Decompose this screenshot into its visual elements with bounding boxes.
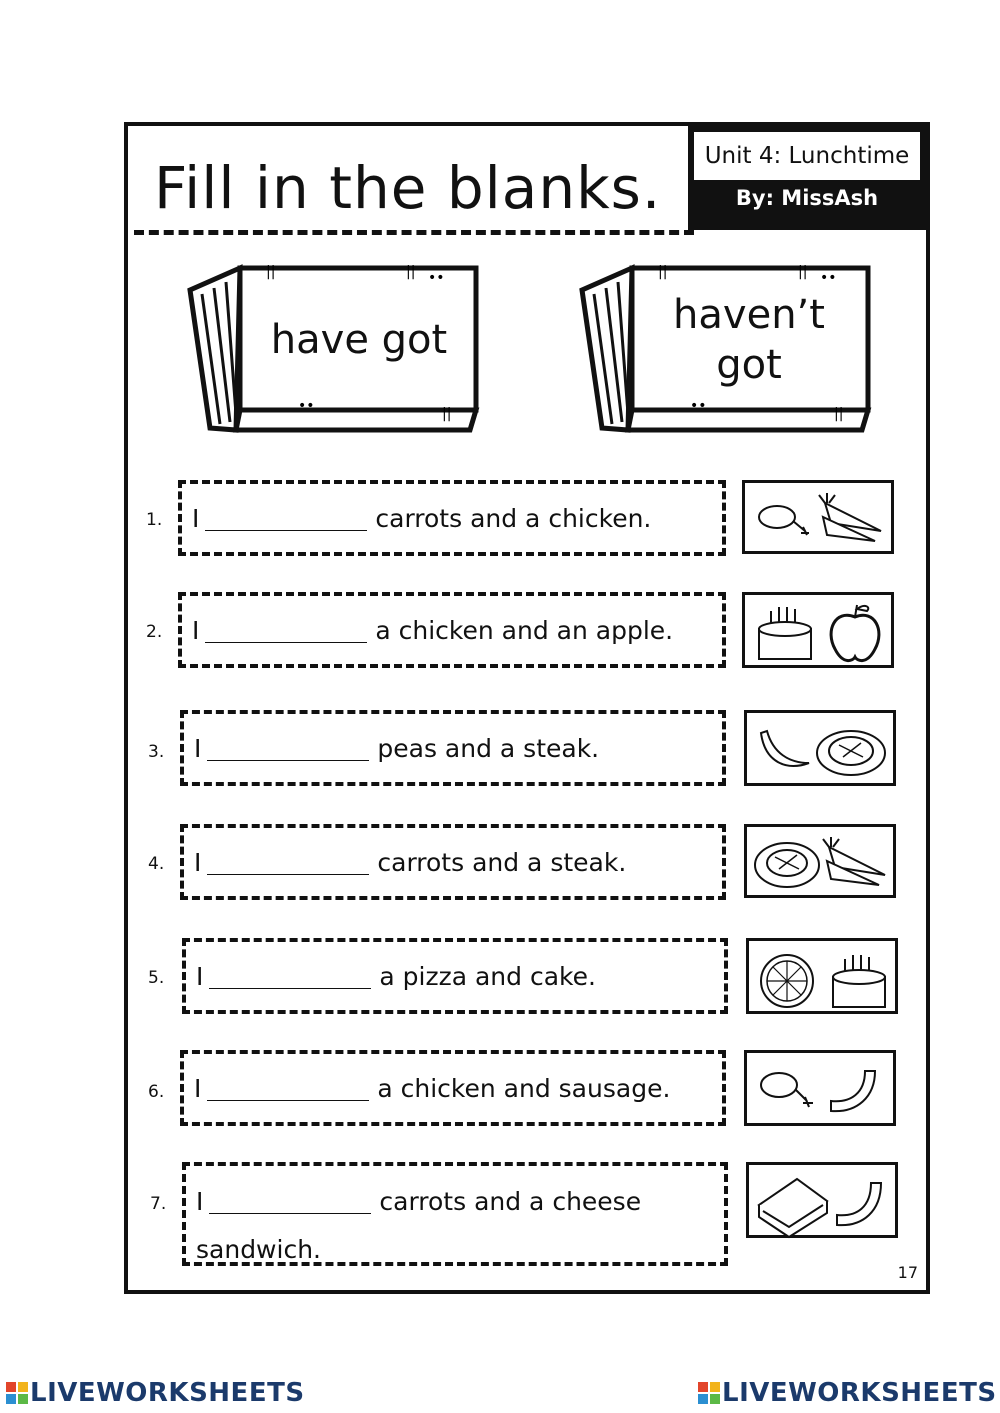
svg-text:||: || [442,406,452,422]
cake-icon [833,955,885,1007]
picture-card [744,1050,896,1126]
title-divider [134,230,694,235]
pizza-icon [761,955,813,1007]
word-card-label: haven’t got [673,292,825,388]
footer-brand-right[interactable] [698,1378,997,1408]
svg-text:||: || [798,264,808,280]
blank-input[interactable] [205,618,367,643]
footer-brand-text: LIVEWORKSHEETS [722,1378,997,1408]
sentence-rest: carrots and a cheese [379,1187,642,1216]
svg-text:||: || [406,264,416,280]
sausage-icon [837,1183,881,1225]
carrots-icon [819,493,881,541]
word-card-have-got [180,264,490,436]
sentence-box [180,1050,726,1126]
sentence-subject: I [196,1187,204,1216]
sentence-subject: I [196,962,204,991]
sentence-box [180,824,726,900]
steak-icon [755,843,819,887]
sentence-subject: I [194,848,202,877]
picture-card [742,480,894,554]
worksheet [124,122,930,1294]
page-number: 17 [897,1263,918,1282]
word-card-label: have got [270,317,448,363]
unit-badge [688,126,926,230]
sausage-icon [831,1071,875,1111]
sentence-rest: a chicken and an apple. [375,616,674,645]
blank-input[interactable] [205,506,367,531]
picture-card [744,710,896,786]
svg-text:••: •• [428,270,445,286]
svg-text:||: || [834,406,844,422]
sentence-box [182,1162,728,1266]
item-number: 7. [150,1194,167,1214]
svg-text:••: •• [690,398,707,414]
picture-card [746,1162,898,1238]
sentence-box [178,480,726,556]
footer-brand-left[interactable] [6,1378,305,1408]
chicken-leg-icon [761,1073,813,1107]
blank-input[interactable] [209,964,371,989]
item-number: 4. [148,854,165,874]
item-number: 2. [146,622,163,642]
banana-icon [761,731,809,766]
footer-brand-text: LIVEWORKSHEETS [30,1378,305,1408]
sentence-subject: I [194,1074,202,1103]
item-number: 6. [148,1082,165,1102]
sentence-box [178,592,726,668]
sentence-rest: a chicken and sausage. [377,1074,671,1103]
liveworksheets-logo-icon [6,1382,28,1404]
steak-icon [817,731,885,775]
item-number: 3. [148,742,165,762]
svg-text:||: || [266,264,276,280]
blank-input[interactable] [207,1076,369,1101]
sentence-rest: carrots and a chicken. [375,504,652,533]
unit-label: Unit 4: Lunchtime [694,132,920,180]
picture-card [742,592,894,668]
sentence-rest-continued: sandwich. [196,1235,321,1264]
svg-text:••: •• [298,398,315,414]
svg-text:••: •• [820,270,837,286]
word-card-havent-got [572,264,882,436]
cake-icon [759,607,811,659]
chicken-leg-icon [759,506,809,535]
sentence-box [182,938,728,1014]
apple-icon [831,605,879,661]
item-number: 1. [146,510,163,530]
sentence-rest: peas and a steak. [377,734,600,763]
carrots-icon [823,837,885,885]
author-label: By: MissAsh [735,186,879,210]
sentence-rest: carrots and a steak. [377,848,627,877]
picture-card [746,938,898,1014]
sentence-subject: I [192,616,200,645]
picture-card [744,824,896,898]
blank-input[interactable] [209,1189,371,1214]
sentence-subject: I [194,734,202,763]
blank-input[interactable] [207,736,369,761]
sentence-rest: a pizza and cake. [379,962,596,991]
blank-input[interactable] [207,850,369,875]
page-title: Fill in the blanks. [154,154,662,222]
sandwich-icon [759,1179,827,1237]
item-number: 5. [148,968,165,988]
sentence-subject: I [192,504,200,533]
liveworksheets-logo-icon [698,1382,720,1404]
sentence-box [180,710,726,786]
svg-text:||: || [658,264,668,280]
